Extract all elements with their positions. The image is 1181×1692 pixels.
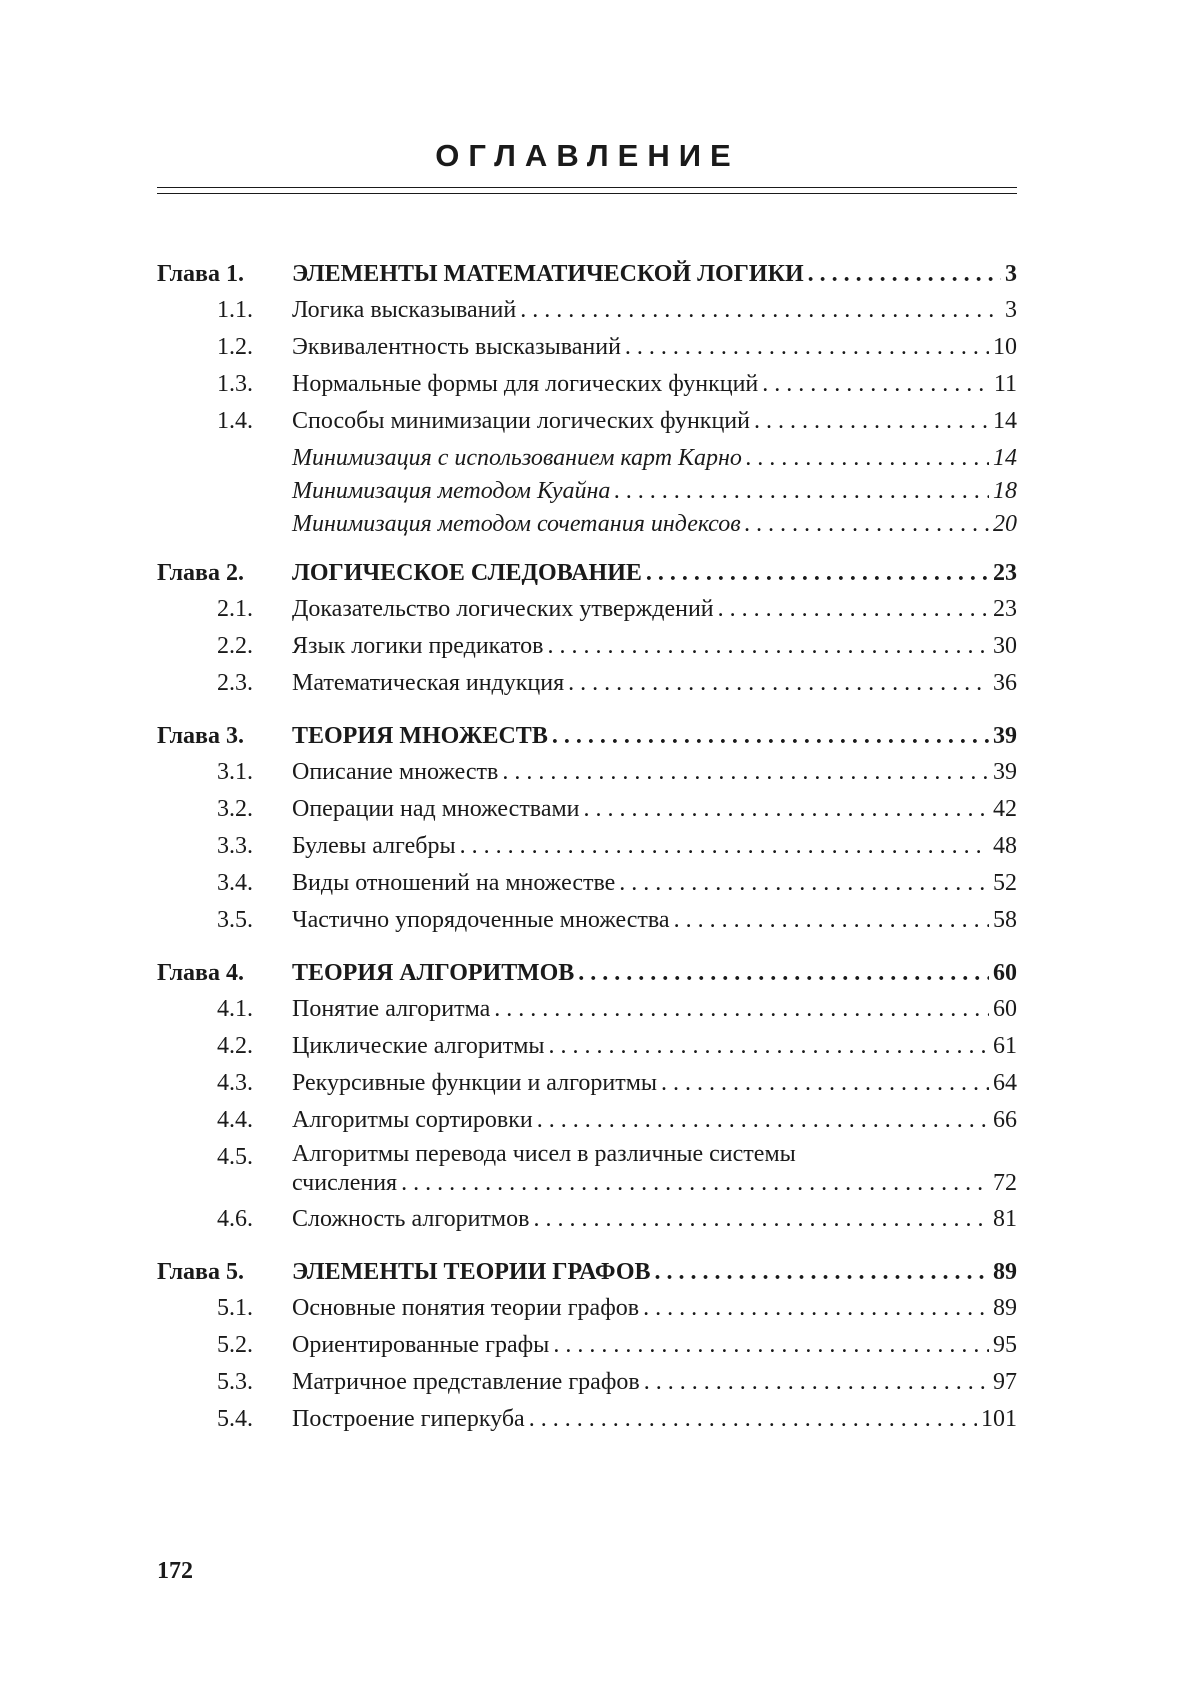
toc-section-row[interactable] — [157, 866, 1017, 903]
section-title: Основные понятия теории графов — [292, 1295, 640, 1321]
section-title: Операции над множествами — [292, 796, 580, 822]
section-page-number: 52 — [993, 870, 1017, 896]
section-entry — [292, 1140, 1017, 1198]
toc-section-row[interactable] — [157, 1328, 1017, 1365]
section-page-number: 61 — [993, 1033, 1017, 1059]
chapter-title: ЭЛЕМЕНТЫ ТЕОРИИ ГРАФОВ — [292, 1259, 651, 1285]
section-page-number: 30 — [993, 633, 1017, 659]
toc-section-row[interactable] — [157, 367, 1017, 404]
section-entry — [292, 755, 1017, 789]
section-title: Рекурсивные функции и алгоритмы — [292, 1070, 658, 1096]
chapter-title: ТЕОРИЯ АЛГОРИТМОВ — [292, 960, 575, 986]
toc-section-row[interactable] — [157, 1291, 1017, 1328]
section-title: Язык логики предикатов — [292, 633, 544, 659]
chapter-entry — [292, 1255, 1017, 1289]
table-of-contents — [157, 257, 1017, 1439]
section-number: 3.3. — [217, 833, 253, 859]
section-number: 5.2. — [217, 1332, 253, 1358]
section-number: 1.2. — [217, 334, 253, 360]
section-page-number: 36 — [993, 670, 1017, 696]
toc-chapter-row[interactable] — [157, 719, 1017, 755]
section-page-number: 58 — [993, 907, 1017, 933]
dot-leader — [745, 507, 989, 541]
chapter-title: ТЕОРИЯ МНОЖЕСТВ — [292, 723, 548, 749]
chapter-number: Глава 2. — [157, 560, 244, 586]
toc-section-row[interactable] — [157, 1402, 1017, 1439]
dot-leader — [533, 1202, 989, 1236]
section-page-number: 95 — [993, 1332, 1017, 1358]
toc-section-row[interactable] — [157, 592, 1017, 629]
section-number: 2.1. — [217, 596, 253, 622]
section-page-number: 42 — [993, 796, 1017, 822]
section-number: 3.5. — [217, 907, 253, 933]
dot-leader — [494, 992, 989, 1026]
section-number: 5.3. — [217, 1369, 253, 1395]
toc-chapter-row[interactable] — [157, 956, 1017, 992]
toc-section-row[interactable] — [157, 992, 1017, 1029]
toc-section-row[interactable] — [157, 1066, 1017, 1103]
dot-leader — [661, 1066, 989, 1100]
section-title: Сложность алгоритмов — [292, 1206, 530, 1232]
section-number: 4.5. — [217, 1144, 253, 1170]
section-entry — [292, 1291, 1017, 1325]
section-entry — [292, 1328, 1017, 1362]
dot-leader — [568, 666, 989, 700]
toc-section-row[interactable] — [157, 293, 1017, 330]
section-title: Описание множеств — [292, 759, 499, 785]
toc-chapter-row[interactable] — [157, 556, 1017, 592]
toc-section-row[interactable] — [157, 755, 1017, 792]
toc-section-row[interactable] — [157, 903, 1017, 940]
toc-subsection-row[interactable] — [157, 441, 1017, 474]
dot-leader — [625, 330, 989, 364]
dot-leader — [549, 1029, 989, 1063]
section-entry — [292, 592, 1017, 626]
toc-subsection-row[interactable] — [157, 474, 1017, 507]
chapter-page-number: 89 — [993, 1259, 1017, 1285]
section-title: Булевы алгебры — [292, 833, 456, 859]
chapter-title: ЭЛЕМЕНТЫ МАТЕМАТИЧЕСКОЙ ЛОГИКИ — [292, 261, 804, 287]
section-title: Алгоритмы сортировки — [292, 1107, 533, 1133]
chapter-number: Глава 3. — [157, 723, 244, 749]
dot-leader — [655, 1255, 990, 1289]
section-title: Нормальные формы для логических функций — [292, 371, 759, 397]
toc-section-row[interactable] — [157, 629, 1017, 666]
section-title: Доказательство логических утверждений — [292, 596, 714, 622]
dot-leader — [520, 293, 1001, 327]
section-title: Минимизация методом Куайна — [292, 478, 611, 504]
section-page-number: 14 — [993, 445, 1017, 471]
section-entry — [292, 507, 1017, 541]
toc-section-row[interactable] — [157, 666, 1017, 703]
dot-leader — [529, 1402, 977, 1436]
toc-chapter-row[interactable] — [157, 1255, 1017, 1291]
section-title: Циклические алгоритмы — [292, 1033, 545, 1059]
page-title: ОГЛАВЛЕНИЕ — [435, 138, 740, 173]
toc-section-row[interactable] — [157, 330, 1017, 367]
section-entry — [292, 866, 1017, 900]
section-number: 4.2. — [217, 1033, 253, 1059]
toc-section-row[interactable] — [157, 1029, 1017, 1066]
dot-leader — [808, 257, 1001, 291]
dot-leader — [644, 1365, 989, 1399]
section-number: 3.2. — [217, 796, 253, 822]
section-entry — [292, 330, 1017, 364]
chapter-number: Глава 4. — [157, 960, 244, 986]
section-page-number: 60 — [993, 996, 1017, 1022]
chapter-page-number: 39 — [993, 723, 1017, 749]
section-entry — [292, 1103, 1017, 1137]
section-entry — [292, 992, 1017, 1026]
toc-section-row[interactable] — [157, 1140, 1017, 1202]
dot-leader — [578, 956, 989, 990]
section-number: 5.1. — [217, 1295, 253, 1321]
dot-leader — [460, 829, 989, 863]
section-page-number: 66 — [993, 1107, 1017, 1133]
section-entry — [292, 666, 1017, 700]
toc-section-row[interactable] — [157, 829, 1017, 866]
section-entry — [292, 293, 1017, 327]
toc-section-row[interactable] — [157, 1365, 1017, 1402]
dot-leader — [643, 1291, 989, 1325]
section-page-number: 81 — [993, 1206, 1017, 1232]
section-title: Ориентированные графы — [292, 1332, 550, 1358]
section-title: Частично упорядоченные множества — [292, 907, 670, 933]
toc-chapter-row[interactable] — [157, 257, 1017, 293]
section-page-number: 39 — [993, 759, 1017, 785]
page-number: 172 — [157, 1558, 193, 1584]
chapter-page-number: 60 — [993, 960, 1017, 986]
section-number: 2.3. — [217, 670, 253, 696]
chapter-entry — [292, 719, 1017, 753]
dot-leader — [746, 441, 989, 475]
section-title: Способы минимизации логических функций — [292, 408, 750, 434]
section-entry — [292, 903, 1017, 937]
section-entry — [292, 1402, 1017, 1436]
section-page-number: 11 — [993, 371, 1017, 397]
dot-leader — [718, 592, 989, 626]
toc-section-row[interactable] — [157, 404, 1017, 441]
dot-leader — [646, 556, 989, 590]
section-entry — [292, 629, 1017, 663]
section-title: Эквивалентность высказываний — [292, 334, 621, 360]
dot-leader — [401, 1169, 989, 1198]
section-number: 4.6. — [217, 1206, 253, 1232]
chapter-number: Глава 1. — [157, 261, 244, 287]
section-entry — [292, 1365, 1017, 1399]
chapter-number: Глава 5. — [157, 1259, 244, 1285]
dot-leader — [553, 1328, 989, 1362]
section-page-number: 20 — [993, 511, 1017, 537]
section-page-number: 23 — [993, 596, 1017, 622]
dot-leader — [762, 367, 990, 401]
section-entry — [292, 1029, 1017, 1063]
section-title: Минимизация методом сочетания индексов — [292, 511, 741, 537]
title-rule-bottom — [157, 193, 1017, 194]
dot-leader — [502, 755, 989, 789]
section-number: 1.3. — [217, 371, 253, 397]
chapter-entry — [292, 556, 1017, 590]
section-entry — [292, 404, 1017, 438]
chapter-entry — [292, 257, 1017, 291]
dot-leader — [584, 792, 989, 826]
section-title: Логика высказываний — [292, 297, 517, 323]
section-entry — [292, 367, 1017, 401]
section-number: 3.4. — [217, 870, 253, 896]
section-number: 1.4. — [217, 408, 253, 434]
section-page-number: 97 — [993, 1369, 1017, 1395]
dot-leader — [754, 404, 989, 438]
section-page-number: 10 — [993, 334, 1017, 360]
section-entry — [292, 1066, 1017, 1100]
section-page-number: 89 — [993, 1295, 1017, 1321]
section-page-number: 72 — [993, 1170, 1017, 1196]
chapter-title: ЛОГИЧЕСКОЕ СЛЕДОВАНИЕ — [292, 560, 642, 586]
section-title: Понятие алгоритма — [292, 996, 491, 1022]
dot-leader — [548, 629, 989, 663]
section-page-number: 48 — [993, 833, 1017, 859]
section-entry — [292, 441, 1017, 475]
section-page-number: 101 — [981, 1406, 1017, 1432]
section-title: Математическая индукция — [292, 670, 565, 696]
dot-leader — [674, 903, 989, 937]
section-title: Построение гиперкуба — [292, 1406, 525, 1432]
dot-leader — [614, 474, 989, 508]
chapter-page-number: 23 — [993, 560, 1017, 586]
section-number: 4.3. — [217, 1070, 253, 1096]
dot-leader — [537, 1103, 989, 1137]
section-page-number: 14 — [993, 408, 1017, 434]
section-number: 4.1. — [217, 996, 253, 1022]
section-number: 1.1. — [217, 297, 253, 323]
section-title: Алгоритмы перевода чисел в различные системы — [292, 1141, 796, 1167]
section-number: 5.4. — [217, 1406, 253, 1432]
section-number: 4.4. — [217, 1107, 253, 1133]
title-rule-top — [157, 187, 1017, 188]
section-entry — [292, 829, 1017, 863]
section-number: 2.2. — [217, 633, 253, 659]
toc-section-row[interactable] — [157, 1103, 1017, 1140]
section-page-number: 3 — [1005, 297, 1017, 323]
section-title: Виды отношений на множестве — [292, 870, 616, 896]
section-page-number: 18 — [993, 478, 1017, 504]
section-title-line2: счисления — [292, 1170, 398, 1196]
toc-section-row[interactable] — [157, 1202, 1017, 1239]
dot-leader — [552, 719, 989, 753]
section-entry — [292, 1202, 1017, 1236]
section-title-continuation — [292, 1169, 1017, 1198]
chapter-page-number: 3 — [1005, 261, 1017, 287]
toc-subsection-row[interactable] — [157, 507, 1017, 540]
section-title: Минимизация с использованием карт Карно — [292, 445, 742, 471]
section-number: 3.1. — [217, 759, 253, 785]
toc-section-row[interactable] — [157, 792, 1017, 829]
section-entry — [292, 792, 1017, 826]
section-page-number: 64 — [993, 1070, 1017, 1096]
section-title: Матричное представление графов — [292, 1369, 640, 1395]
section-entry — [292, 474, 1017, 508]
chapter-entry — [292, 956, 1017, 990]
dot-leader — [619, 866, 989, 900]
